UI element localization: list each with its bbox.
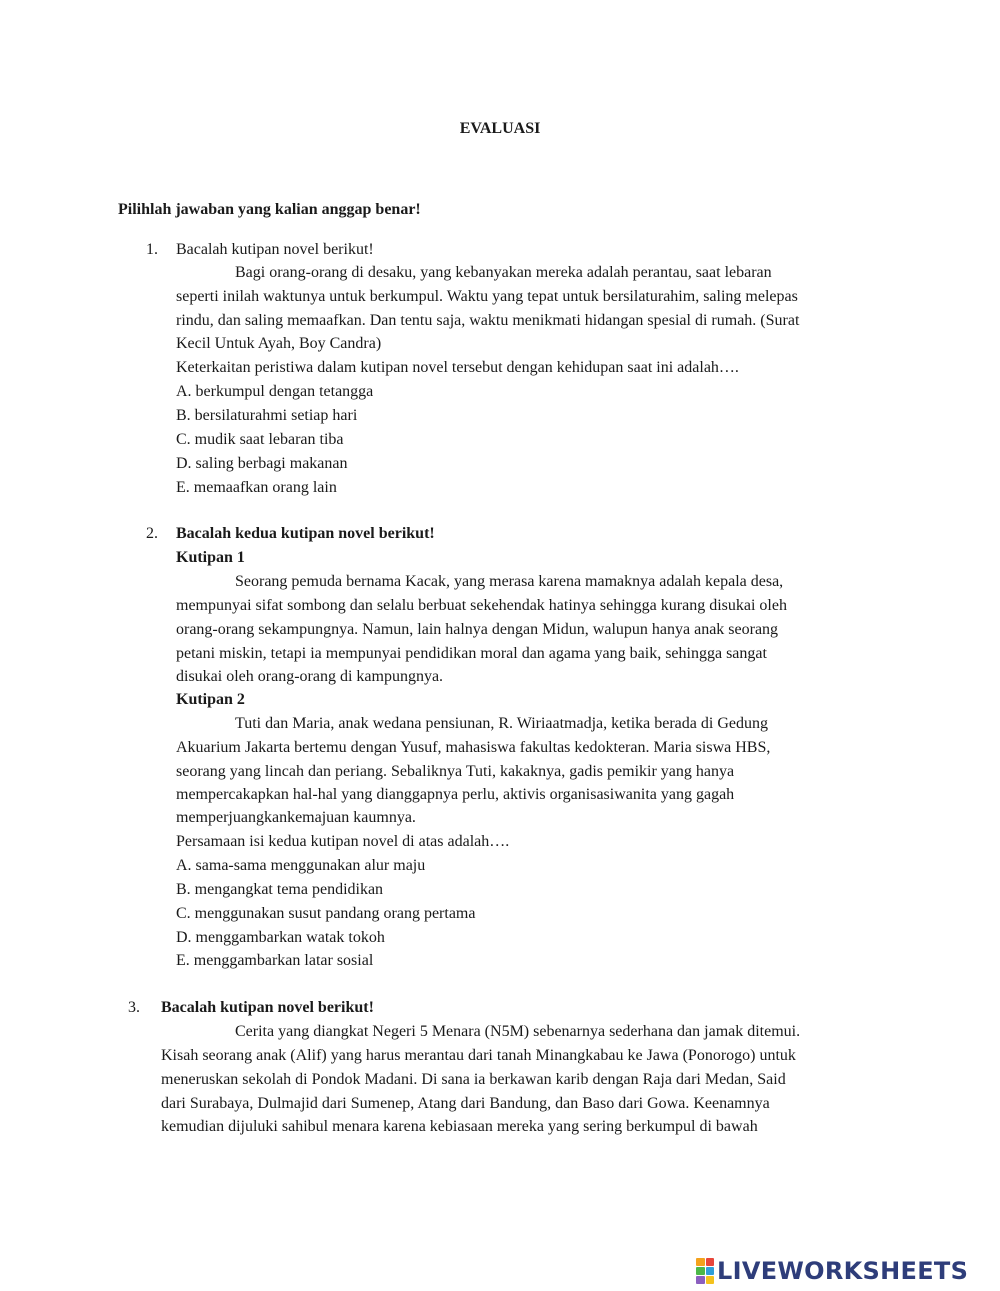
question-heading: Bacalah kutipan novel berikut!: [176, 241, 374, 258]
passage-line: kemudian dijuluki sahibul menara karena kebiasaan mereka yang sering berkumpul di bawah: [161, 1118, 758, 1135]
passage-line: orang-orang sekampungnya. Namun, lain halnya dengan Midun, walupun hanya anak seorang: [176, 621, 779, 638]
excerpt-label: Kutipan 1: [176, 549, 245, 566]
passage-line: disukai oleh orang-orang di kampungnya.: [176, 668, 444, 685]
question-number: 1.: [146, 241, 158, 258]
passage-line: Tuti dan Maria, anak wedana pensiunan, R. Wiriaatmadja, ketika berada di Gedung: [235, 715, 768, 732]
question-prompt: Keterkaitan peristiwa dalam kutipan novel tersebut dengan kehidupan saat ini adalah….: [176, 359, 739, 376]
answer-option[interactable]: A. berkumpul dengan tetangga: [176, 383, 374, 400]
answer-option[interactable]: C. menggunakan susut pandang orang pertama: [176, 905, 476, 922]
passage-line: mempercakapkan hal-hal yang dianggapnya perlu, aktivis organisasiwanita yang gagah: [176, 786, 735, 803]
answer-option[interactable]: B. bersilaturahmi setiap hari: [176, 407, 358, 424]
answer-option[interactable]: C. mudik saat lebaran tiba: [176, 431, 344, 448]
passage-line: Bagi orang-orang di desaku, yang kebanyakan mereka adalah perantau, saat lebaran: [235, 264, 772, 281]
liveworksheets-logo: [696, 1256, 968, 1286]
answer-option[interactable]: D. menggambarkan watak tokoh: [176, 929, 385, 946]
passage-line: rindu, dan saling memaafkan. Dan tentu saja, waktu menikmati hidangan spesial di rumah. (Surat: [176, 312, 800, 329]
answer-option[interactable]: E. menggambarkan latar sosial: [176, 952, 374, 969]
passage-line: Akuarium Jakarta bertemu dengan Yusuf, mahasiswa fakultas kedokteran. Maria siswa HBS,: [176, 739, 771, 756]
logo-text: LIVEWORKSHEETS: [717, 1257, 969, 1285]
question-number: 2.: [146, 525, 158, 542]
passage-line: petani miskin, tetapi ia mempunyai pendidikan moral dan agama yang baik, sehingga sangat: [176, 645, 767, 662]
passage-line: seorang yang lincah dan periang. Sebaliknya Tuti, kakaknya, gadis pemikir yang hanya: [176, 763, 735, 780]
question-prompt: Persamaan isi kedua kutipan novel di atas adalah….: [176, 833, 510, 850]
instruction: Pilihlah jawaban yang kalian anggap benar!: [118, 201, 421, 218]
passage-line: Seorang pemuda bernama Kacak, yang merasa karena mamaknya adalah kepala desa,: [235, 573, 784, 590]
passage-line: mempunyai sifat sombong dan selalu berbuat sekehendak hatinya sehingga kurang disukai oleh: [176, 597, 787, 614]
excerpt-label: Kutipan 2: [176, 691, 245, 708]
passage-line: memperjuangkankemajuan kaumnya.: [176, 809, 416, 826]
answer-option[interactable]: E. memaafkan orang lain: [176, 479, 337, 496]
logo-blocks-icon: [696, 1258, 714, 1284]
answer-option[interactable]: A. sama-sama menggunakan alur maju: [176, 857, 426, 874]
passage-line: seperti inilah waktunya untuk berkumpul. Waktu yang tepat untuk bersilaturahim, saling melepas: [176, 288, 798, 305]
answer-option[interactable]: D. saling berbagi makanan: [176, 455, 348, 472]
page-title: EVALUASI: [459, 120, 541, 137]
answer-option[interactable]: B. mengangkat tema pendidikan: [176, 881, 384, 898]
passage-line: Kisah seorang anak (Alif) yang harus merantau dari tanah Minangkabau ke Jawa (Ponorogo) untuk: [161, 1047, 796, 1064]
question-heading: Bacalah kutipan novel berikut!: [161, 999, 374, 1016]
question-number: 3.: [128, 999, 140, 1016]
passage-line: meneruskan sekolah di Pondok Madani. Di sana ia berkawan karib dengan Raja dari Medan, Said: [161, 1071, 786, 1088]
question-heading: Bacalah kedua kutipan novel berikut!: [176, 525, 435, 542]
passage-line: Cerita yang diangkat Negeri 5 Menara (N5M) sebenarnya sederhana dan jamak ditemui.: [235, 1023, 801, 1040]
passage-line: Kecil Untuk Ayah, Boy Candra): [176, 335, 382, 352]
passage-line: dari Surabaya, Dulmajid dari Sumenep, Atang dari Bandung, dan Baso dari Gowa. Keenamnya: [161, 1095, 770, 1112]
